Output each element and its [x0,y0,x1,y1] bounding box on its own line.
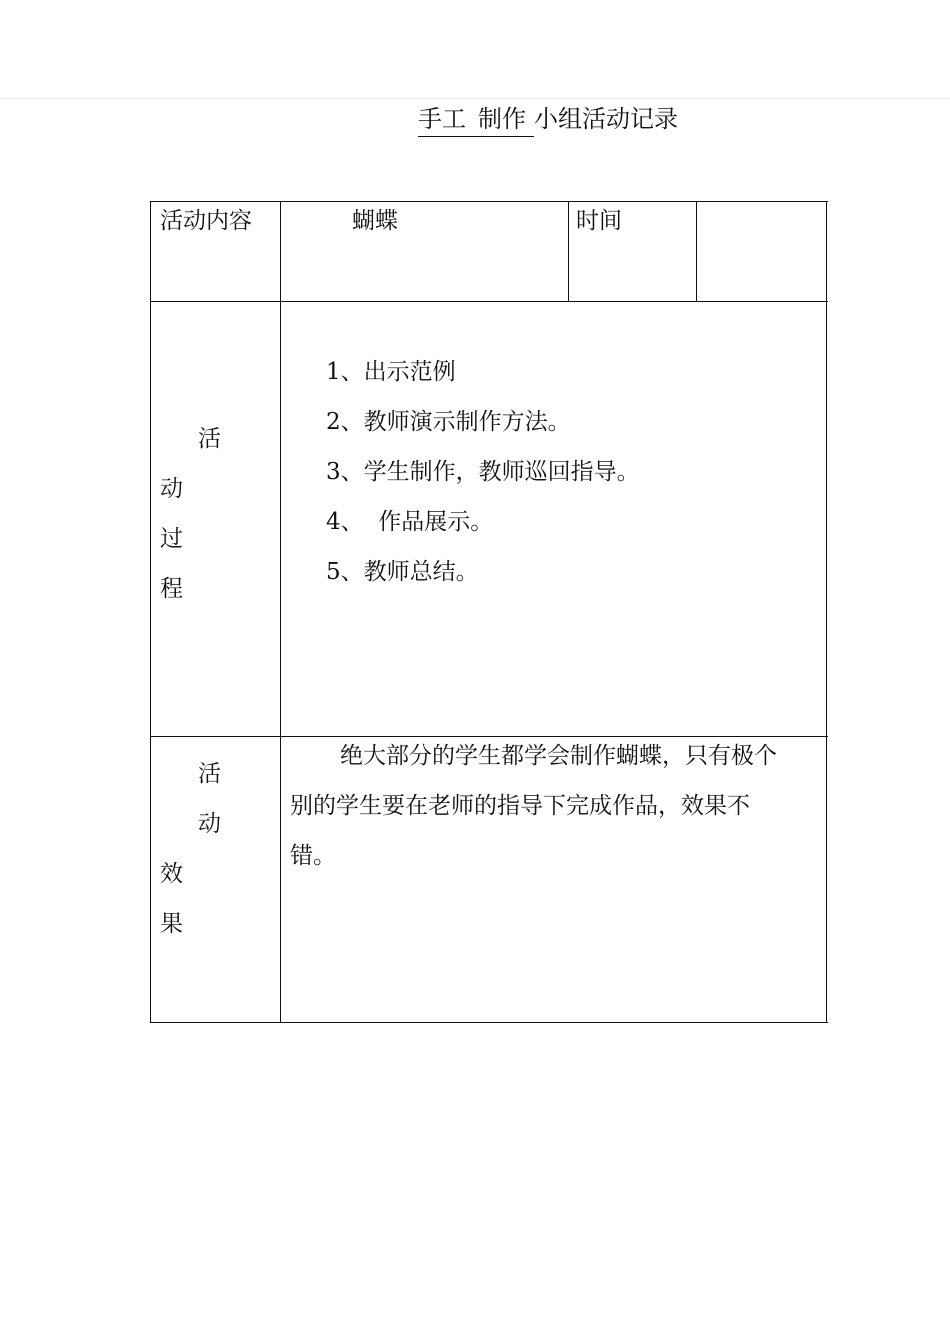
table-border-right [826,201,827,1023]
list-item: 4、 作品展示。 [326,509,494,535]
effect-line-1: 绝大部分的学生都学会制作蝴蝶，只有极个 [340,743,777,769]
title-suffix: 小组活动记录 [534,105,678,133]
table-border-left [150,201,151,1023]
title-blank-part1: 手工 [418,105,466,133]
process-label-char-3: 过 [160,526,183,552]
list-item: 2、教师演示制作方法。 [326,409,571,435]
process-label-char-2: 动 [160,476,183,502]
title-blank-part2: 制作 [478,105,526,133]
title-fill-in [418,102,534,137]
list-item: 3、学生制作，教师巡回指导。 [326,459,640,485]
effect-label-char-2: 动 [198,811,221,837]
table-rule-row1 [150,301,828,302]
table-rule-col1 [280,201,281,1023]
activity-content-value: 蝴蝶 [352,208,398,234]
time-label: 时间 [576,208,622,234]
list-item: 1、出示范例 [326,359,456,385]
list-item: 5、教师总结。 [326,559,479,585]
effect-line-2: 别的学生要在老师的指导下完成作品，效果不 [290,793,750,819]
activity-content-label: 活动内容 [160,208,252,234]
effect-line-3: 错。 [290,843,336,869]
effect-label-char-3: 效 [160,861,183,887]
page-title [418,102,678,137]
process-label-char-4: 程 [160,576,183,602]
table-border-top [150,201,828,202]
effect-label-char-4: 果 [160,911,183,937]
table-rule-col3 [696,201,697,302]
table-rule-col2 [568,201,569,302]
page-top-rule [0,98,950,99]
effect-label-char-1: 活 [198,761,221,787]
process-label-char-1: 活 [198,426,221,452]
table-border-bottom [150,1022,828,1023]
